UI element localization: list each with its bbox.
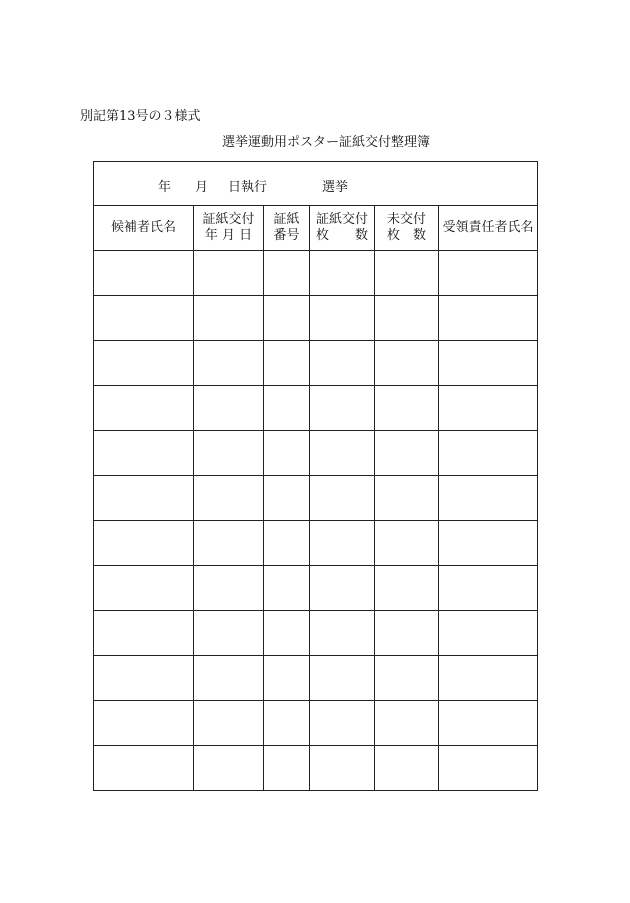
- table-cell: [375, 341, 439, 386]
- header-recipient-name-text: 受領責任者氏名: [442, 220, 534, 235]
- table-cell: [375, 476, 439, 521]
- table-cell: [264, 476, 310, 521]
- table-cell: [194, 701, 264, 746]
- table-cell: [194, 611, 264, 656]
- table-row: [94, 566, 538, 611]
- table-cell: [375, 611, 439, 656]
- header-recipient-name: [439, 206, 538, 251]
- table-row: [94, 386, 538, 431]
- table-cell: [194, 746, 264, 791]
- table-cell: [310, 566, 375, 611]
- table-cell: [94, 701, 194, 746]
- table-row: [94, 341, 538, 386]
- document-title: 選挙運動用ポスター証紙交付整理簿: [222, 135, 431, 150]
- table-cell: [194, 341, 264, 386]
- table-cell: [310, 611, 375, 656]
- header-issue-date-line1: 証紙交付: [202, 212, 255, 227]
- table-cell: [439, 611, 538, 656]
- form-label: 別記第13号の３様式: [80, 109, 201, 124]
- table-row: [94, 476, 538, 521]
- table-cell: [375, 431, 439, 476]
- table-cell: [264, 746, 310, 791]
- table-row: [94, 746, 538, 791]
- table-cell: [439, 386, 538, 431]
- table-cell: [439, 656, 538, 701]
- election-info-row: [94, 162, 538, 206]
- table-cell: [375, 251, 439, 296]
- table-cell: [375, 701, 439, 746]
- table-cell: [94, 341, 194, 386]
- header-issue-date: [194, 206, 264, 251]
- day-execution-label: 日執行: [228, 180, 268, 195]
- table-cell: [439, 431, 538, 476]
- header-stamp-number-line2: 番号: [273, 228, 300, 243]
- table-cell: [310, 296, 375, 341]
- table-cell: [94, 251, 194, 296]
- table-cell: [194, 251, 264, 296]
- table-row: [94, 521, 538, 566]
- register-table: [93, 161, 538, 791]
- table-cell: [439, 566, 538, 611]
- table-row: [94, 701, 538, 746]
- table-cell: [310, 431, 375, 476]
- table-cell: [264, 251, 310, 296]
- month-label: 月: [195, 180, 209, 195]
- table-cell: [375, 566, 439, 611]
- table-cell: [439, 746, 538, 791]
- table-cell: [264, 656, 310, 701]
- table-cell: [310, 341, 375, 386]
- table-cell: [439, 521, 538, 566]
- table-cell: [194, 521, 264, 566]
- table-cell: [310, 746, 375, 791]
- table-cell: [194, 566, 264, 611]
- table-cell: [310, 701, 375, 746]
- header-issue-date-line2: 年 月 日: [204, 228, 253, 243]
- header-candidate-name: [94, 206, 194, 251]
- header-issued-count-line2: 枚 数: [315, 228, 368, 243]
- table-cell: [439, 341, 538, 386]
- table-cell: [375, 746, 439, 791]
- table-cell: [94, 521, 194, 566]
- table-cell: [264, 566, 310, 611]
- table-cell: [194, 296, 264, 341]
- table-cell: [310, 656, 375, 701]
- table-cell: [94, 656, 194, 701]
- table-cell: [94, 296, 194, 341]
- table-row: [94, 611, 538, 656]
- table-cell: [264, 431, 310, 476]
- table-cell: [264, 611, 310, 656]
- header-issued-count: [310, 206, 375, 251]
- table-cell: [310, 386, 375, 431]
- table-cell: [264, 386, 310, 431]
- table-cell: [194, 656, 264, 701]
- election-info-cell: [94, 162, 538, 206]
- header-candidate-name-text: 候補者氏名: [110, 220, 176, 235]
- year-label: 年: [158, 180, 172, 195]
- table-cell: [264, 296, 310, 341]
- table-cell: [439, 296, 538, 341]
- table-cell: [375, 656, 439, 701]
- table-cell: [310, 521, 375, 566]
- table-cell: [264, 341, 310, 386]
- table-cell: [439, 701, 538, 746]
- table-cell: [439, 476, 538, 521]
- table-cell: [264, 701, 310, 746]
- table-cell: [264, 521, 310, 566]
- table-cell: [94, 476, 194, 521]
- header-unissued-count-line2: 枚 数: [386, 228, 426, 243]
- column-header-row: [94, 206, 538, 251]
- table-cell: [375, 296, 439, 341]
- header-issued-count-line1: 証紙交付: [315, 212, 368, 227]
- table-cell: [375, 521, 439, 566]
- election-label: 選挙: [322, 180, 349, 195]
- table-cell: [439, 251, 538, 296]
- table-cell: [94, 611, 194, 656]
- table-row: [94, 431, 538, 476]
- header-unissued-count-line1: 未交付: [386, 212, 426, 227]
- table-cell: [94, 746, 194, 791]
- table-cell: [375, 386, 439, 431]
- header-unissued-count: [375, 206, 439, 251]
- header-stamp-number: [264, 206, 310, 251]
- table-row: [94, 251, 538, 296]
- register-body: [94, 251, 538, 791]
- table-row: [94, 656, 538, 701]
- table-cell: [194, 476, 264, 521]
- table-cell: [94, 431, 194, 476]
- table-cell: [94, 386, 194, 431]
- table-row: [94, 296, 538, 341]
- table-cell: [194, 386, 264, 431]
- table-cell: [310, 476, 375, 521]
- table-cell: [310, 251, 375, 296]
- header-stamp-number-line1: 証紙: [273, 212, 300, 227]
- table-cell: [194, 431, 264, 476]
- table-cell: [94, 566, 194, 611]
